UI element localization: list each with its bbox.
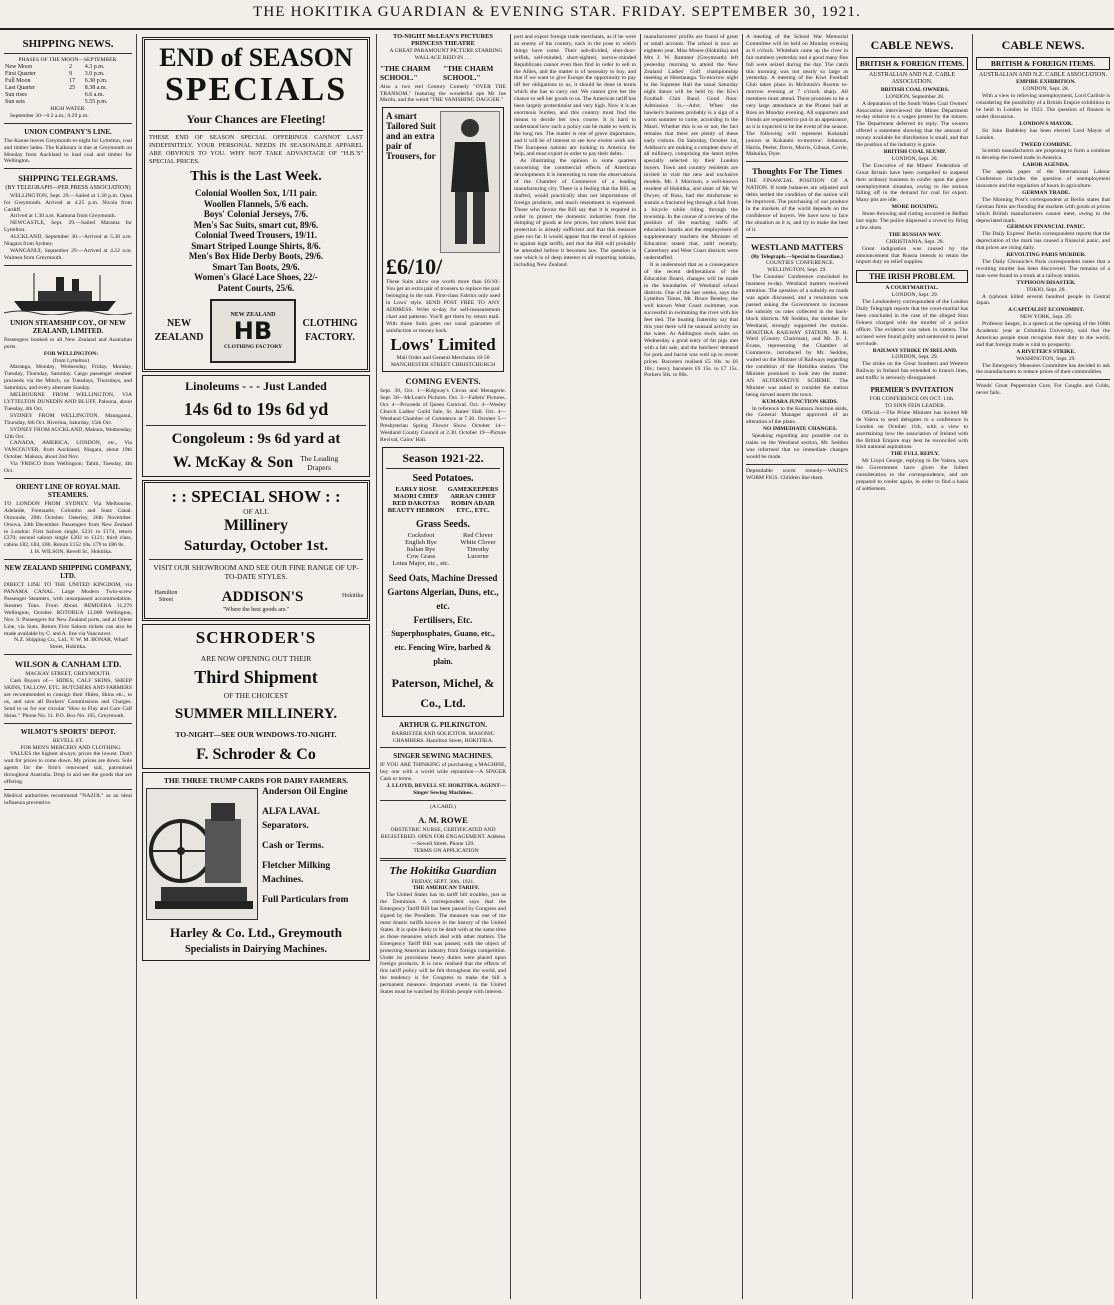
column-4 — [514, 34, 636, 1299]
sailing-item: Via 'FRISCO from Wellington; Tahiti, Tuesday, 4th Oct. — [4, 461, 132, 475]
empire-date: LONDON, Sept. 28. — [1022, 86, 1070, 93]
end-of-season-ad — [142, 37, 370, 372]
shipping-title: SHIPPING NEWS. — [22, 38, 114, 50]
trump-title: THE THREE TRUMP CARDS FOR DAIRY FARMERS. — [163, 776, 349, 786]
rowe-sub: OBSTETRIC NURSE, CERTIFICATED AND REGISTERED. OPEN FOR ENGAGEMENT. Address—Sewell Street. Phone 129. — [380, 826, 506, 847]
panic-title: GERMAN FINANCIAL PANIC. — [1006, 224, 1086, 231]
economist-title: A CAPITALIST ECONOMIST. — [1008, 307, 1084, 314]
column-rule — [972, 34, 973, 1299]
trump-item: Fletcher Milking Machines. — [262, 861, 331, 886]
eos-item: Colonial Woollen Sox, 1/11 pair. — [194, 188, 318, 198]
singer-title: SINGER SEWING MACHINES. — [393, 752, 493, 761]
show-firm: ADDISON'S — [221, 589, 304, 605]
eos-lastweek: This is the Last Week. — [190, 169, 322, 184]
telegram-item: WANGANUI, September 29.—Arrived at 4.22 a.m. Waimea from Greymouth. — [4, 248, 132, 261]
linoleum-ad — [142, 375, 370, 477]
coal-text: A deputation of the South Wales Coal Owners' Association interviewed the Mines Department to-day relative to a wages protest by the miners. The Department deferred its reply. The owners offered a statement showing that the amount of money available for distribution is small, and that the position of the industry is grave. — [856, 100, 968, 149]
trump-item: Cash or Terms. — [262, 841, 324, 852]
german-title: GERMAN TRADE. — [1022, 189, 1070, 196]
cable-assoc: AUSTRALIAN AND N.Z. CABLE ASSOCIATION. — [868, 72, 956, 86]
labor-title: LABOR AGENDA. — [1022, 162, 1070, 169]
ims-text: Speaking regarding any possible cut in trains on the Westland section, Mr. Seddon was informed that no immediate changes would be made. — [746, 433, 848, 460]
typhoon-date: TOKIO, Sept. 28. — [1026, 286, 1066, 293]
seeds-ad — [382, 447, 504, 717]
hb-right: CLOTHING FACTORY. — [302, 318, 358, 343]
russian-text: Great indignation was caused by the announcement that Russia intends to retain the import duty on relief supplies. — [856, 245, 968, 266]
for-wellington-text: Maranga, Monday, Wednesday, Friday. Monday, Tuesday, Thursday, Saturday. Cargo passenger steamer proceeds via the Minch, on Tuesdays, Thursdays, and Saturdays, and every alternate Sunday. — [4, 364, 132, 392]
nzsc-text: DIRECT LINE TO THE UNITED KINGDOM, via PANAMA CANAL. Large Modern Twin-screw Passenger Steamers, with unsurpassed accommodation. Steamer Tons. From About. REMUERA 11,276 Wellington, October. ROTORUA 12,000 Wellington, Nov. 9. Passengers for New Zealand ports, and at Orient Line, via Suez. Return First Saloon tickets can also be made available by C. and A. line via Vancouver. — [4, 582, 132, 637]
eos-item: Woollen Flannels, 5/6 each. — [203, 198, 309, 209]
court-date: LONDON, Sept. 29. — [891, 292, 939, 299]
housing-text: Stone throwing and rioting occurred in Belfast last night. The police dispersed a crowd by firing a few shots. — [856, 211, 968, 231]
orient-title: ORIENT LINE OF ROYAL MAIL STEAMERS. — [15, 482, 121, 499]
hb-left: NEW ZEALAND — [154, 318, 204, 343]
typhoon-title: TYPHOON DISASTER. — [1016, 279, 1076, 286]
hb-factory: CLOTHING FACTORY — [223, 344, 283, 350]
rail-text: The strike on the Great Southern and Western Railway in Ireland has extended to branch lines, and traffic is seriously disorganised. — [856, 361, 968, 382]
eos-body: THESE END OF SEASON SPECIAL OFFERINGS CANNOT LAST INDEFINITELY. YOUR PERSONAL NEEDS IN SEASONABLE APPAREL ARE OBVIOUS TO YOU. WHY NOT TAKE ADVANTAGE OF "H.B.'S" SPECIAL PRICES. — [149, 134, 363, 165]
fert-text: Superphosphates, Guano, etc., etc. Fencing Wire, barbed & plain. — [391, 628, 495, 666]
eos-item: Smart Tan Boots, 29/6. — [212, 261, 300, 272]
eos-item: Smart Striped Lounge Shirts, 8/6. — [191, 240, 321, 251]
tweed-title: TWEED COMBINE. — [1020, 141, 1072, 148]
hb-logo-icon — [210, 299, 296, 363]
show-tagline: "Where the best goods are." — [222, 607, 290, 613]
column-rule — [742, 34, 743, 1299]
moon-phases-table: New Moon 2 4.3 p.m. First Quarter 9 3.0 p.m. Full Moon 17 6.30 p.m. Last Quarter 25 8.38 a.m. Sun rises 6.6 a.m. Sun sets 5.55 p.m. — [5, 63, 108, 105]
congo-tag: The Leading Drapers — [300, 454, 339, 472]
wilson-title: WILSON & CANHAM LTD. — [14, 659, 122, 670]
mayor-text: Sir John Baddeley has been elected Lord Mayor of London. — [976, 127, 1110, 141]
addisons-ad — [142, 480, 370, 621]
season-title: Season 1921-22. — [402, 450, 484, 465]
coming-text: Sept. 30, Oct. 1—Ridgway's Circus and Menagerie. Sept. 30—McLean's Pictures. Oct. 3—Fullers' Pictures. Oct. 4—Proceeds of Queen Carnival. Oct. 4—Wesley Church Ladies' Guild Sale, St. James' Hall. Oct. 4—Westland Chamber of Commerce at 7.30. October 5—Presbyterian Spring Flower Show. October 14—Westland County Council at 2.30. October 19—Picture Revival, Cains' Hall. — [380, 388, 506, 443]
lows-ad — [382, 107, 504, 372]
show-street: Hamilton Street — [154, 589, 178, 603]
wilson-sub: MACKAY STREET, GREYMOUTH. — [25, 671, 111, 678]
grass-list: Cocksfoot Red Clover English Rye White Clover Italian Rye Timothy Cow Grass Lucerne Lotus Major, etc., etc. — [392, 531, 496, 567]
wilmot-sub2: FOR MEN'S MERCERY AND CLOTHING. — [20, 744, 122, 751]
sailing-item: CANADA, AMERICA, LONDON, etc., Via VANCOUVER, from Auckland, Niagara, about 19th October. Makura, about 2nd Nov. — [4, 440, 132, 461]
russian-date: CHRISTIANIA, Sept. 28. — [885, 238, 945, 245]
potato-list: EARLY ROSE GAMEKEEPERS MAORI CHIEF ARRAN CHIEF RED DAKOTAS ROBIN ADAIR BEAUTY HEBRON ETC., ETC. — [387, 485, 499, 514]
telegram-item: WELLINGTON, Sept. 29.—Sailed at 1.30 p.m. Opua for Greymouth. Arrived at 4.25 p.m. Nicola from Cardiff. — [4, 192, 132, 213]
thoughts-title: Thoughts For The Times — [752, 166, 842, 177]
hb-mark: HB — [233, 317, 273, 345]
premier-title: PREMIER'S INVITATION — [870, 386, 954, 395]
nzsc-agent: N.Z. Shipping Co., Ltd., V. W. M. BONAR, Wharf Street, Hokitika. — [14, 637, 128, 651]
show-visit: VISIT OUR SHOWROOM AND SEE OUR FINE RANGE OF UP-TO-DATE STYLES. — [153, 563, 359, 581]
column-cable-1 — [856, 34, 968, 1299]
show-of-all: OF ALL — [243, 507, 269, 516]
card-label: (A CARD.) — [430, 804, 456, 810]
reply-text: Mr Lloyd George, replying to De Valera, says the Government have given the fullest consideration to the correspondence, and are prepared to confer again, in order to find a basis of settlement. — [856, 458, 968, 492]
rail-date: LONDON, Sept. 29. — [891, 354, 939, 361]
slump-title: BRITISH COAL SLUMP. — [883, 148, 947, 155]
schroder-ad — [142, 624, 370, 769]
charm-title-1: "THE CHARM SCHOOL." — [380, 63, 431, 82]
col4-body: port and export foreign trade merchants, as if he were an enemy of his country, each in the pose to which things have come. Their sub-divided, shut-door-selfish, self-minded, short-sighted, narrow-minded Republicans cannot even then find in order to sell to the Allies, and the matter is of necessity to buy, and that if we want to give Europe the opportunity to pay off her obligations to us, it should be done in terms which she has to carry out. We cannot give her the chance to sell her goods to us. The American tariff has been largely protectionist and very high. Now it is an enormous burden, and this country must find the means to decide her own course. It is hard to understand how such a policy can be made to work in the long run. The matter is one of grave importance, and it will be of interest to see how events work out. The European nations are looking to America for help, and must export in order to pay their debts. — [514, 34, 636, 158]
eos-item: Men's Box Hide Derby Boots, 29/6. — [188, 251, 324, 261]
kumara-text: In reference to the Kumara Junction skids, the General Manager approved of an alteration of the plans. — [746, 405, 848, 426]
typhoon-text: A typhoon killed several hundred people in Central Japan. — [976, 293, 1110, 307]
show-title: : : SPECIAL SHOW : : — [171, 487, 341, 506]
cable-news-title-2: CABLE NEWS. — [1001, 38, 1085, 52]
paris-text: The Daily Chronicle's Paris correspondent states that a revolting murder has been discovered. The remains of a man were found in a trunk at a railway station. — [976, 258, 1110, 279]
riveter-date: WASHINGTON, Sept. 29. — [1016, 355, 1076, 362]
wilmot-title: WILMOT'S SPORTS' DEPOT. — [20, 727, 116, 736]
eos-item: Patent Courts, 25/6. — [217, 282, 295, 293]
arthur-title: ARTHUR G. PILKINGTON. — [399, 720, 487, 729]
singer-text: IF YOU ARE THINKING of purchasing a MACHINE, buy one with a world wide reputation—A SINGER Cash or terms. — [380, 762, 506, 783]
oil-engine-icon — [146, 788, 258, 920]
union-title: UNION COMPANY'S LINE. — [24, 127, 112, 136]
trump-firm: Harley & Co. Ltd., Greymouth — [170, 925, 342, 941]
reply-title: THE FULL REPLY. — [890, 451, 940, 458]
riveter-title: A RIVETER'S STRIKE. — [1016, 348, 1076, 355]
westland-title: WESTLAND MATTERS — [750, 241, 844, 252]
russian-title: THE RUSSIAN WAY. — [888, 231, 942, 238]
premier-sub: FOR CONFERENCE ON OCT. 11th. — [869, 396, 955, 403]
wilson-text: Cash Buyers of— HIDES, CALF SKINS, SHEEP SKINS, TALLOW, ETC. BUTCHERS AND FARMERS are recommended to consign their Hides, Skins etc., to us, and save all Brokers' Commissions and Charges. Send to us for our circular "How to Flay and Cure Calf Skins." 'Phone No. 11. P.O. Box No. 105, Greymouth. — [4, 678, 132, 719]
guardian-date: FRIDAY, SEPT. 30th, 1921. — [411, 878, 475, 885]
charm-title-2: "THE CHARM SCHOOL." — [443, 63, 494, 82]
orient-agent: J. H. WILSON, Revell St., Hokitika. — [29, 549, 113, 556]
westland-credit: (By Telegraph.—Special to Guardian.) — [751, 253, 843, 260]
usscc-title: UNION STEAMSHIP COY., OF NEW ZEALAND, LIMITED. — [10, 318, 126, 335]
british-items-title-2: BRITISH & FOREIGN ITEMS. — [976, 57, 1110, 70]
lino-price: 14s 6d to 19s 6d yd — [183, 399, 329, 419]
singer-agent: J. LLOYD, REVELL ST. HOKITIKA. AGENT—Singer Sewing Machines. — [386, 783, 506, 797]
terms-line: TERMS ON APPLICATION — [413, 847, 479, 854]
westland-text: The Counties' Conference concluded its business to-day. Westland matters received attention. The question of a subsidy on roads was again discussed, and a resolution was passed asking the Government to increase the subsidy on rates collected in the back-block districts. Mr Seddon, the member for Westland, strongly supported the motion. HOKITIKA RAILWAY STATION. Mr H. Ward (County Chairman), and Mr. D. J. Evans, representing the Chamber of Commerce, introduced by Mr. Seddon, waited on the Minister of Railways regarding the condition of the Hokitika station. The Minister promised to look into the matter. AN ALTERNATIVE SCHEME. The Minister was asked to consider the station being moved nearer the town. — [746, 274, 848, 398]
housing-title: MORE HOUSING. — [891, 204, 939, 211]
wilmot-text: VALUES the highest always; prices the lowest. Don't wait for prices to come down. My prices are down. Sole agents for the firm's renowned suit, patronised throughout Australia. Drop in and see the goods that are offering. — [4, 751, 132, 786]
arthur-sub: BARRISTER AND SOLICITOR. MASONIC CHAMBERS. Hamilton Street, HOKITIKA. — [391, 730, 495, 744]
sinn-sub: TO SINN FEIN LEADER. — [884, 402, 946, 409]
sch-line2: Third Shipment — [194, 667, 318, 688]
show-date: Saturday, October 1st. — [184, 538, 328, 554]
seed-title: Seed Potatoes. — [412, 472, 474, 484]
slump-date: LONDON, Sept. 28. — [891, 155, 939, 162]
telegram-item: Arrived at 1.30 a.m. Kamona from Greymouth. — [10, 213, 116, 220]
telegrams-credit: (BY TELEGRAPH—PER PRESS ASSOCIATION) — [5, 185, 131, 192]
for-wellington: FOR WELLINGTON: — [43, 350, 99, 357]
westland-sub: COUNTIES' CONFERENCE. WELLINGTON, Sept. 29. — [765, 260, 835, 274]
col6-body: A meeting of the School War Memorial Committee will be held on Monday evening at 8 o'clock. Whitebait came up the river in fair numbers yesterday and a good many fine full were seized during the day. The catch this morning was not nearly so large as yesterday. A meeting of the Kiwi Football Club takes place in McIntosh's Rooms to-morrow evening at 7 o'clock sharp. All members must attend. There promises to be a very large attendance at the Pirates ball at Ross on Monday evening. All supporters and friends are requested to put in an appearance, as it is expected to be the event of the season. The following will represent Kokatahi juniors at Kokatahi to-morrow: Johnston, Harris, Peeler, Davis, Morris, Gibson, Corrie, Mahuika, Dyer. — [746, 34, 848, 158]
premier-text: Official.—The Prime Minister has invited Mr de Valera to send delegates to a conference in London on October 11th, with a view to ascertaining how the association of Ireland with the British Empire may best be reconciled with Irish national aspirations. — [856, 409, 968, 451]
court-title: A COURTMARTIAL. — [885, 285, 939, 292]
ims-title: NO IMMEDIATE CHANGES. — [762, 426, 838, 433]
column-ads — [140, 34, 372, 1299]
lows-suit: A smart Tailored Suit and an extra pair of Trousers, for — [386, 111, 436, 162]
for-wellington-sub: (from Lyttelton) — [52, 357, 90, 364]
guardian-head: THE AMERICAN TARIFF. — [412, 885, 480, 892]
slump-text: The Executive of the Miners' Federation of Great Britain have been compelled to suspend their ordinary business to confer upon the grave unemployment situation, owing to the serious falling off in the demand for coal for export. Many pits are idle. — [856, 162, 968, 204]
lino-title: Linoleums - - - Just Landed — [185, 379, 327, 393]
column-rule — [136, 34, 137, 1299]
trump-item: Full Particulars from — [262, 895, 349, 906]
thoughts-text: THE FINANCIAL POSITION OF A NATION. If trade balances are adjusted and debts settled the condition of the nation will be improved. The purchasing of our produce in the markets of the world depends on the confidence of buyers. We have now to face the situation as it is, and try to make the best of it. — [746, 178, 848, 233]
eos-item: Men's Sac Suits, smart cut, 89/6. — [193, 219, 319, 230]
grass-title: Grass Seeds. — [416, 518, 470, 530]
show-town: Hokitika — [342, 593, 363, 600]
lows-firm: Lows' Limited — [390, 334, 496, 354]
hb-banner: NEW ZEALAND — [230, 312, 276, 318]
eos-line2: SPECIALS — [164, 71, 348, 108]
high-water-text: September 30—0.2 a.m.; 0.29 p.m. — [10, 112, 89, 119]
labor-text: The agenda paper of the International Labour Conference includes the question of unemployment insurance and the regulation of hours in agriculture. — [976, 169, 1110, 189]
sailing-item: MELBOURNE FROM WELLINGTON, VIA LYTTELTON DUNEDIN AND BLUFF, Paloona, about Tuesday, 4th Oct. — [4, 392, 132, 412]
mclean-head: TO-NIGHT McLEAN'S PICTURES PRINCESS THEATRE — [393, 34, 493, 47]
wades-worm-ad: Dependable worm remedy—WADE'S WORM FIGS. Children like them. — [746, 467, 848, 481]
court-text: The Londonderry correspondent of the London Daily Telegraph reports that the court-martial has been concluded in the case of the alleged Sinn Feiners charged with the murder of a police officer. The evidence was taken in camera. The accused were found guilty and sentenced to penal servitude. — [856, 299, 968, 347]
column-rule — [852, 34, 853, 1299]
paterson-firm: Paterson, Michel, & Co., Ltd. — [391, 675, 495, 710]
union-text: The Kanne leaves Greymouth to-night for Lyttelton, coal and timber laden. The Kaikoura is due at Greymouth on Monday from Auckland to load coal and timber for Wellington. — [4, 137, 132, 165]
congo-title: Congoleum : 9s 6d yard at — [171, 431, 341, 447]
lows-addr: Mail Order and General Merchants 18-50 MANCHESTER STREET CHRISTCHURCH — [390, 354, 496, 368]
german-text: The Morning Post's correspondent at Berlin states that German firms are flooding the markets with goods at prices which British manufacturers cannot meet, owing to the depreciated mark. — [976, 196, 1110, 224]
high-water-title: HIGH WATER. — [50, 105, 86, 112]
british-items-title: BRITISH & FOREIGN ITEMS. — [856, 57, 968, 70]
column-6 — [746, 34, 848, 1299]
eos-chances: Your Chances are Fleeting! — [186, 112, 326, 126]
lows-text: These Suits allow one worth more than £6/10/. You get an extra pair of trousers to replace the pair belonging to the suit. First-class Fabrics only used in Lows' style. SEND POST FREE TO ANY ADDRESS. Write to-day for self-measurement chart and patterns. You'll get them by return mail. With those Suits goes our usual guarantee of satisfaction or money back. — [386, 279, 500, 334]
eos-item: Boys' Colonial Jerseys, 7/6. — [203, 209, 309, 219]
col5-body2: It is understood that as a consequence of the recent deliberations of the Education Board, changes will be made in the boundaries of Westland school districts. One of the last weeks, says the Lyttelton Times, Mr. Bruce Bentley, the well known West Coast swimmer, was successful in swimming the river with his feet tied. The boating fraternity say that this year there will be unusual activity on the water. At Addington stock sales on Wednesday a good entry of fat pigs met with a fair sale, and the butchers' demand for pork and bacon was well up to recent prices. Baconers realised £5 10s. to £6 10s.; heavy baconers £6 15s. to £7 15s. Porkers 50s. to 80s. — [644, 261, 738, 379]
nzsc-title: NEW ZEALAND SHIPPING COMPANY, LTD. — [4, 564, 132, 581]
sch-line1: ARE NOW OPENING OUT THEIR — [200, 654, 312, 664]
panic-text: The Daily Express' Berlin correspondent reports that the depreciation of the mark has caused a financial panic, and that prices are rising daily. — [976, 231, 1110, 252]
eos-item: Women's Glacé Lace Shoes, 22/- — [194, 272, 318, 282]
col5-body: manufacturers' profits are found of great or small account. The school is now an eighteen year. Miss Moore (Hokitika) and Mrs J. W. Rammer (Greymouth) left yesterday morning to attend the New Zealand Ladies' Golf championship meeting at Heretaunga. To-morrow night in the Supreme Hall the usual Saturday night dance will be held by the Kiwi Football Club Band. Good floor. Admission 1s.—Advt. When the hawker's business probably is a sign of a warm summer to come, according to the Maori. Whether this is so or not, the fact remains that there are plenty of these early visitors. On Saturday, October 1st, Addison's are making a complete show of all millinery, comprising the latest styles specially selected by their London buyers. Town and country residents are invited to visit the new and exclusive models. Mr. J. Morrison, a well-known resident of Hokitika, and sister of Mr. W. Dwyer, of Ross, had the misfortune to sustain a fractured leg through a fall from a bicycle while riding through the township. In the course of a review of the position of the teaching staffs of education boards and the employment of supplementary teachers the Minister of Education stated that, until recently, Canterbury and West Coast districts were understaffed. — [644, 34, 738, 261]
column-rule — [376, 34, 377, 1299]
column-rule — [640, 34, 641, 1299]
sch-line4: SUMMER MILLINERY. — [174, 706, 338, 723]
sch-title: SCHRODER'S — [195, 628, 317, 648]
economist-text: Professor Seager, in a speech at the opening of the 168th Academic year at Columbia University, said that the American people must recognise their duty to the world, and that foreign trade is vital to prosperity. — [976, 321, 1110, 348]
phases-title: PHASES OF THE MOON—SEPTEMBER. — [18, 57, 118, 63]
empire-title: EMPIRE EXHIBITION. — [1016, 79, 1076, 86]
col4-body2: As illustrating the opinion in some quarters concerning the commercial effects of American developments it is interesting to note the observations of the Chamber of Commerce of a leading manufacturing city. There is a feeling that the Bill, as drafted, would practically shut out importations of foreign products, and much resentment is expressed. Those who favour the Bill say that it is required in order to protect the domestic industries from the dumping of goods at low prices, but others hold that protection is already sufficient and that this measure goes too far. It would appear that the trend of opinion is against high tariffs, and that the Bill will probably be amended before it becomes law. The question is one which is of deep interest to all exporting nations, including New Zealand. — [514, 158, 636, 268]
usscc-text: Passengers booked to all New Zealand and Australian ports. — [4, 336, 132, 350]
cable-news-title: CABLE NEWS. — [870, 38, 954, 52]
masthead: THE HOKITIKA GUARDIAN & EVENING STAR. FRIDAY. SEPTEMBER 30, 1921. — [0, 4, 1114, 30]
trump-tag: Specialists in Dairying Machines. — [185, 944, 327, 956]
riveter-text: The Emergency Measures Committee has decided to ask the manufacturers to reduce prices of their commodities. — [976, 362, 1110, 376]
trump-item: ALFA LAVAL Separators. — [262, 807, 320, 832]
guardian-title: The Hokitika Guardian — [389, 864, 497, 877]
oats-title: Seed Oats, Machine Dressed Gartons Algerian, Duns, etc., etc. — [387, 572, 499, 611]
rowe-title: A. M. ROWE — [418, 814, 468, 825]
cable-assoc-2: AUSTRALIAN AND N.Z. CABLE ASSOCIATION. — [978, 72, 1108, 78]
irish-problem-title: THE IRISH PROBLEM. — [856, 270, 968, 283]
economist-date: NEW YORK, Sept. 29. — [1019, 314, 1073, 321]
tweed-text: Scottish manufacturers are proposing to form a combine to develop the tweed trade in America. — [976, 148, 1110, 162]
guardian-text: The United States has its tariff bill troubles, just as the Dominion. A correspondent says that the Emergency Tariff Bill has been passed by Congress and signed by the President. The measure was one of the most drastic tariffs known in the history of the United States. It is quite likely to be dealt with at the same time as those measures which deal with other matters. The Emergency Tariff Bill was passed, with the object of protecting American industry from foreign competition. Under its provisions heavy duties were placed upon foreign products. It is now realised that the effects of this tariff policy will be felt throughout the world, and the tendency is for Congress to make the bill a permanent measure. Important events in the United States must be watched by British people with interest. — [380, 892, 506, 996]
empire-text: With a view to relieving unemployment, Lord Carlisle is considering the possibility of a British Empire exhibition to be held in London in 1923. The question of finance is under discussion. — [976, 93, 1110, 120]
column-rule — [510, 34, 511, 1299]
column-5 — [644, 34, 738, 1299]
harley-ad — [142, 772, 370, 961]
congo-firm: W. McKay & Son — [172, 454, 294, 471]
column-3 — [380, 34, 506, 1299]
column-cable-2 — [976, 34, 1110, 1299]
sailing-item: SYDNEY FROM WELLINGTON, Maunganui, Thursday, 6th Oct. Riverina, Saturday, 15th Oct. — [4, 412, 132, 426]
show-millinery: Millinery — [224, 517, 288, 534]
rail-title: RAILWAY STRIKE IN IRELAND. — [872, 347, 958, 354]
nazol-ad: Medical authorities recommend "NAZOL" as an ideal influenza preventive. — [4, 792, 132, 806]
mclean-text: Also a two reel Century Comedy "OVER THE TRANSOM," featuring the wonderful ape Mr Joe Martin, and the weird "THE VANISHING DAGGER." — [380, 83, 506, 104]
wilmot-sub: REVELL ST. — [52, 737, 84, 744]
eos-line1: END of SEASON — [159, 43, 353, 72]
column-shipping — [4, 34, 132, 1299]
telegrams-title: SHIPPING TELEGRAMS. — [18, 173, 118, 184]
woods-peppermint-ad: Woods' Great Peppermint Cure, For Coughs and Colds, never fails. — [976, 383, 1110, 397]
coal-title: BRITISH COAL OWNERS. — [880, 86, 950, 93]
sailing-item: SYDNEY FROM AUCKLAND, Makura, Wednesday, 12th Oct. — [4, 426, 132, 440]
man-in-suit-illustration — [440, 111, 500, 253]
steamship-icon — [4, 269, 132, 315]
kumara-title: KUMARA JUNCTION SKIDS. — [762, 398, 838, 405]
fert-title: Fertilisers, Etc. — [413, 614, 473, 625]
coal-date: LONDON, September 28. — [885, 93, 945, 100]
eos-item: Colonial Tweed Trousers, 19/11. — [195, 230, 317, 240]
coming-title: COMING EVENTS. — [405, 376, 481, 387]
sch-line3: OF THE CHOICEST — [223, 691, 289, 701]
trump-item: Anderson Oil Engine — [262, 787, 348, 798]
mclean-sub: A GREAT PARAMOUNT PICTURE STARRING WALLACE REID IN . . . — [389, 47, 503, 61]
sch-line5: TO-NIGHT—SEE OUR WINDOWS-TO-NIGHT. — [175, 730, 337, 740]
lows-price: £6/10/ — [386, 254, 443, 280]
paris-title: REVOLTING PARIS MURDER. — [1006, 252, 1086, 259]
orient-text: TO LONDON FROM SYDNEY. Via Melbourne, Adelaide, Fremantle, Colombo and Suez Canal. Ormonde, 29th October. Osterley, 26th November. Orsova, 24th December. Passengers from New Zealand to London: First Saloon single, £231 to £174, return £370; second saloon single £202 to £121; third class, cabins £82, £84, £86. Return £152 10s. £79 to £86 8s. — [4, 500, 132, 549]
telegram-item: NEWCASTLE, Sept. 29.—Sailed Marama for Lyttelton. — [4, 220, 132, 234]
sch-firm: F. Schroder & Co — [196, 746, 316, 764]
telegram-item: AUCKLAND, September 30.—Arrived at 5.30 a.m. Niagara from Sydney. — [4, 234, 132, 248]
mayor-title: LONDON'S MAYOR. — [1019, 120, 1073, 127]
